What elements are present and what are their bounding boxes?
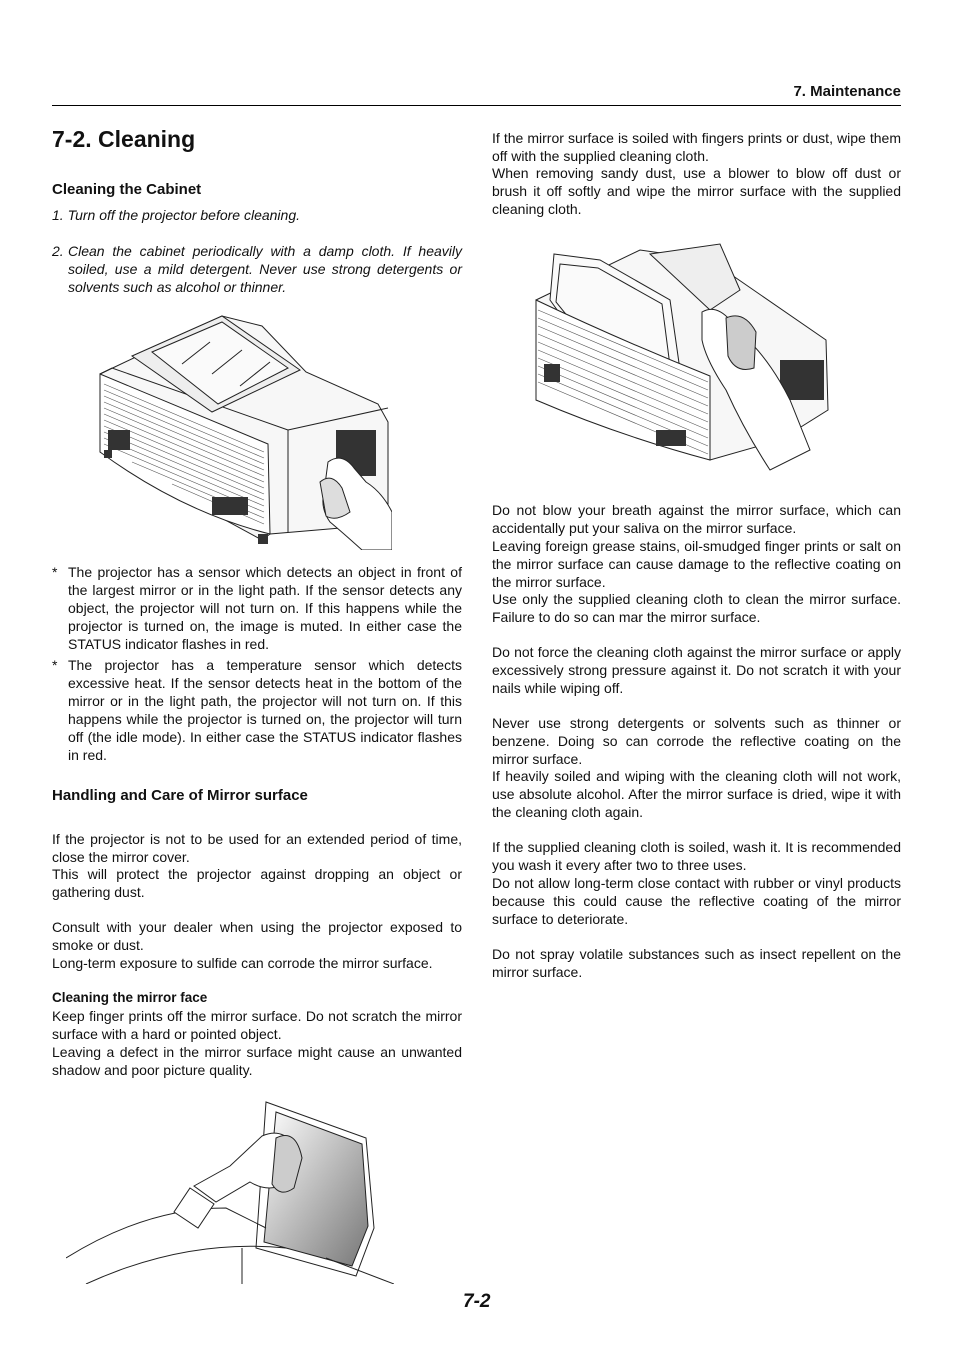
page-title: 7-2. Cleaning (52, 126, 196, 152)
mirror-wiping-illustration (66, 1098, 394, 1284)
note-bullet: * (52, 657, 58, 673)
right-p7: Never use strong detergents or solvents such as thinner or benzene. Doing so can corrode the reflective coating on the mirror surface. (492, 715, 901, 767)
mirror-p1: If the projector is not to be used for an extended period of time, close the mirror cover. (52, 831, 462, 865)
step-2: Clean the cabinet periodically with a damp cloth. If heavily soiled, use a mild detergent. Never use strong detergents or solvents such as alcohol or thinner. (68, 243, 462, 295)
note-temperature (52, 656, 462, 764)
section-title: 7. Maintenance (793, 83, 901, 100)
mirror-p6: Leaving a defect in the mirror surface might cause an unwanted shadow and poor picture quality. (52, 1044, 462, 1078)
right-p9: If the supplied cleaning cloth is soiled, wash it. It is recommended you wash it every after two to three uses. (492, 839, 901, 873)
step-2-number: 2. (52, 243, 64, 259)
step-1: 1. Turn off the projector before cleaning. (52, 207, 300, 223)
right-p11: Do not spray volatile substances such as insect repellent on the mirror surface. (492, 946, 901, 980)
right-p1: If the mirror surface is soiled with fingers prints or dust, wipe them off with the supplied cleaning cloth. (492, 130, 901, 164)
right-p6: Do not force the cleaning cloth against the mirror surface or apply excessively strong pressure against it. Do not scratch it with your nails while wiping off. (492, 644, 901, 696)
right-p3: Do not blow your breath against the mirror surface, which can accidentally put your saliva on the mirror surface. (492, 502, 901, 536)
mirror-face-heading: Cleaning the mirror face (52, 990, 208, 1005)
right-p10: Do not allow long-term close contact with rubber or vinyl products because this could cause the reflective coating of the mirror surface to deteriorate. (492, 875, 901, 927)
mirror-p4: Long-term exposure to sulfide can corrode the mirror surface. (52, 955, 433, 971)
mirror-p3: Consult with your dealer when using the projector exposed to smoke or dust. (52, 919, 462, 953)
mirror-open-illustration (530, 240, 832, 498)
page-header (52, 83, 901, 106)
right-p4: Leaving foreign grease stains, oil-smudged finger prints or salt on the mirror surface can cause damage to the reflective coating on the mirror surface. (492, 538, 901, 590)
note-sensor-text: The projector has a sensor which detects an object in front of the largest mirror or in the light path. If the sensor detects any object, the projector will not turn on. If this happens while the projector is turned on, the image is muted. In either case the STATUS indicator flashes in red. (68, 564, 462, 652)
mirror-p2: This will protect the projector against dropping an object or gathering dust. (52, 866, 462, 900)
mirror-p5: Keep finger prints off the mirror surface. Do not scratch the mirror surface with a hard or pointed object. (52, 1008, 462, 1042)
right-p8: If heavily soiled and wiping with the cleaning cloth will not work, use absolute alcohol. After the mirror surface is dried, wipe it with the cleaning cloth again. (492, 768, 901, 820)
right-p5: Use only the supplied cleaning cloth to clean the mirror surface. Failure to do so can mar the mirror surface. (492, 591, 901, 625)
note-bullet: * (52, 564, 58, 580)
mirror-heading: Handling and Care of Mirror surface (52, 787, 308, 804)
cabinet-heading: Cleaning the Cabinet (52, 181, 202, 198)
note-temperature-text: The projector has a temperature sensor which detects excessive heat. If the sensor detects heat in the bottom of the mirror or in the light path, the projector will not turn on. If this happens while the projector is turned on, the projector will turn off (the idle mode). In either case the STATUS indicator flashes in red. (68, 657, 462, 763)
note-sensor (52, 563, 462, 653)
page-number: 7-2 (463, 1291, 491, 1312)
cabinet-cleaning-illustration (92, 312, 392, 550)
right-p2: When removing sandy dust, use a blower to blow off dust or brush it off softly and wipe the mirror surface with the supplied cleaning cloth. (492, 165, 901, 217)
